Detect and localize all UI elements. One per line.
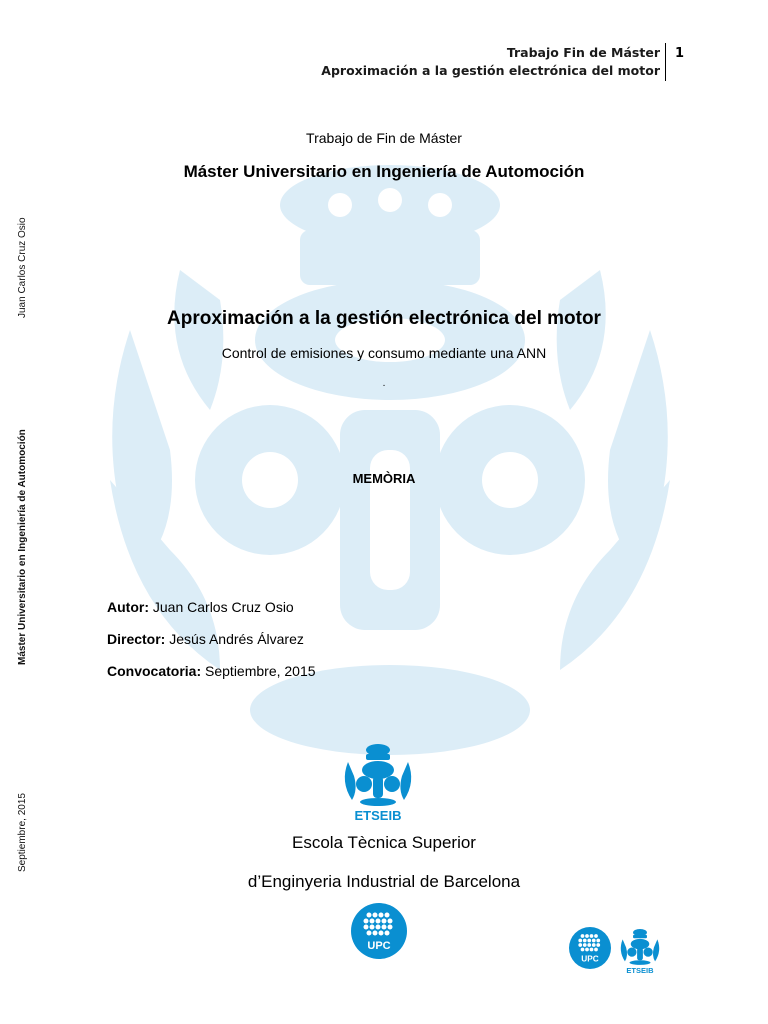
document-title: Aproximación a la gestión electrónica del motor <box>167 308 601 329</box>
call-line <box>107 663 316 679</box>
work-type: Trabajo de Fin de Máster <box>306 130 462 146</box>
director-label: Director: <box>107 631 166 647</box>
upc-logo <box>351 903 407 959</box>
document-part: MEMÒRIA <box>352 471 416 486</box>
call-value: Septiembre, 2015 <box>205 663 316 679</box>
stray-dot: . <box>382 378 386 389</box>
document-subtitle: Control de emisiones y consumo mediante una ANN <box>221 345 547 361</box>
degree-name: Máster Universitario en Ingeniería de Automoción <box>183 162 585 181</box>
page-number: 1 <box>675 46 685 61</box>
spine-degree: Máster Universitario en Ingeniería de Automoción <box>17 429 28 665</box>
director-line <box>107 631 304 647</box>
etseib-logo-small-text: ETSEIB <box>626 966 654 975</box>
header-line-1: Trabajo Fin de Máster <box>506 45 660 60</box>
school-line-1: Escola Tècnica Superior <box>292 833 476 852</box>
upc-logo-small <box>569 927 611 969</box>
spine-date: Septiembre, 2015 <box>17 793 28 872</box>
running-header <box>321 44 660 80</box>
etseib-logo-text: ETSEIB <box>354 808 402 822</box>
upc-logo-small-text: UPC <box>581 954 599 964</box>
header-line-2: Aproximación a la gestión electrónica del motor <box>321 63 660 78</box>
author-line <box>107 599 294 615</box>
etseib-logo <box>340 742 416 822</box>
watermark-crest <box>70 150 710 780</box>
author-value: Juan Carlos Cruz Osio <box>152 599 294 615</box>
school-line-2: d’Enginyeria Industrial de Barcelona <box>247 872 521 891</box>
call-label: Convocatoria: <box>107 663 202 679</box>
spine-author: Juan Carlos Cruz Osio <box>17 217 28 318</box>
header-divider <box>665 43 666 81</box>
author-label: Autor: <box>107 599 149 615</box>
upc-logo-text: UPC <box>367 940 391 952</box>
etseib-logo-small <box>618 925 662 977</box>
director-value: Jesús Andrés Álvarez <box>169 631 304 647</box>
